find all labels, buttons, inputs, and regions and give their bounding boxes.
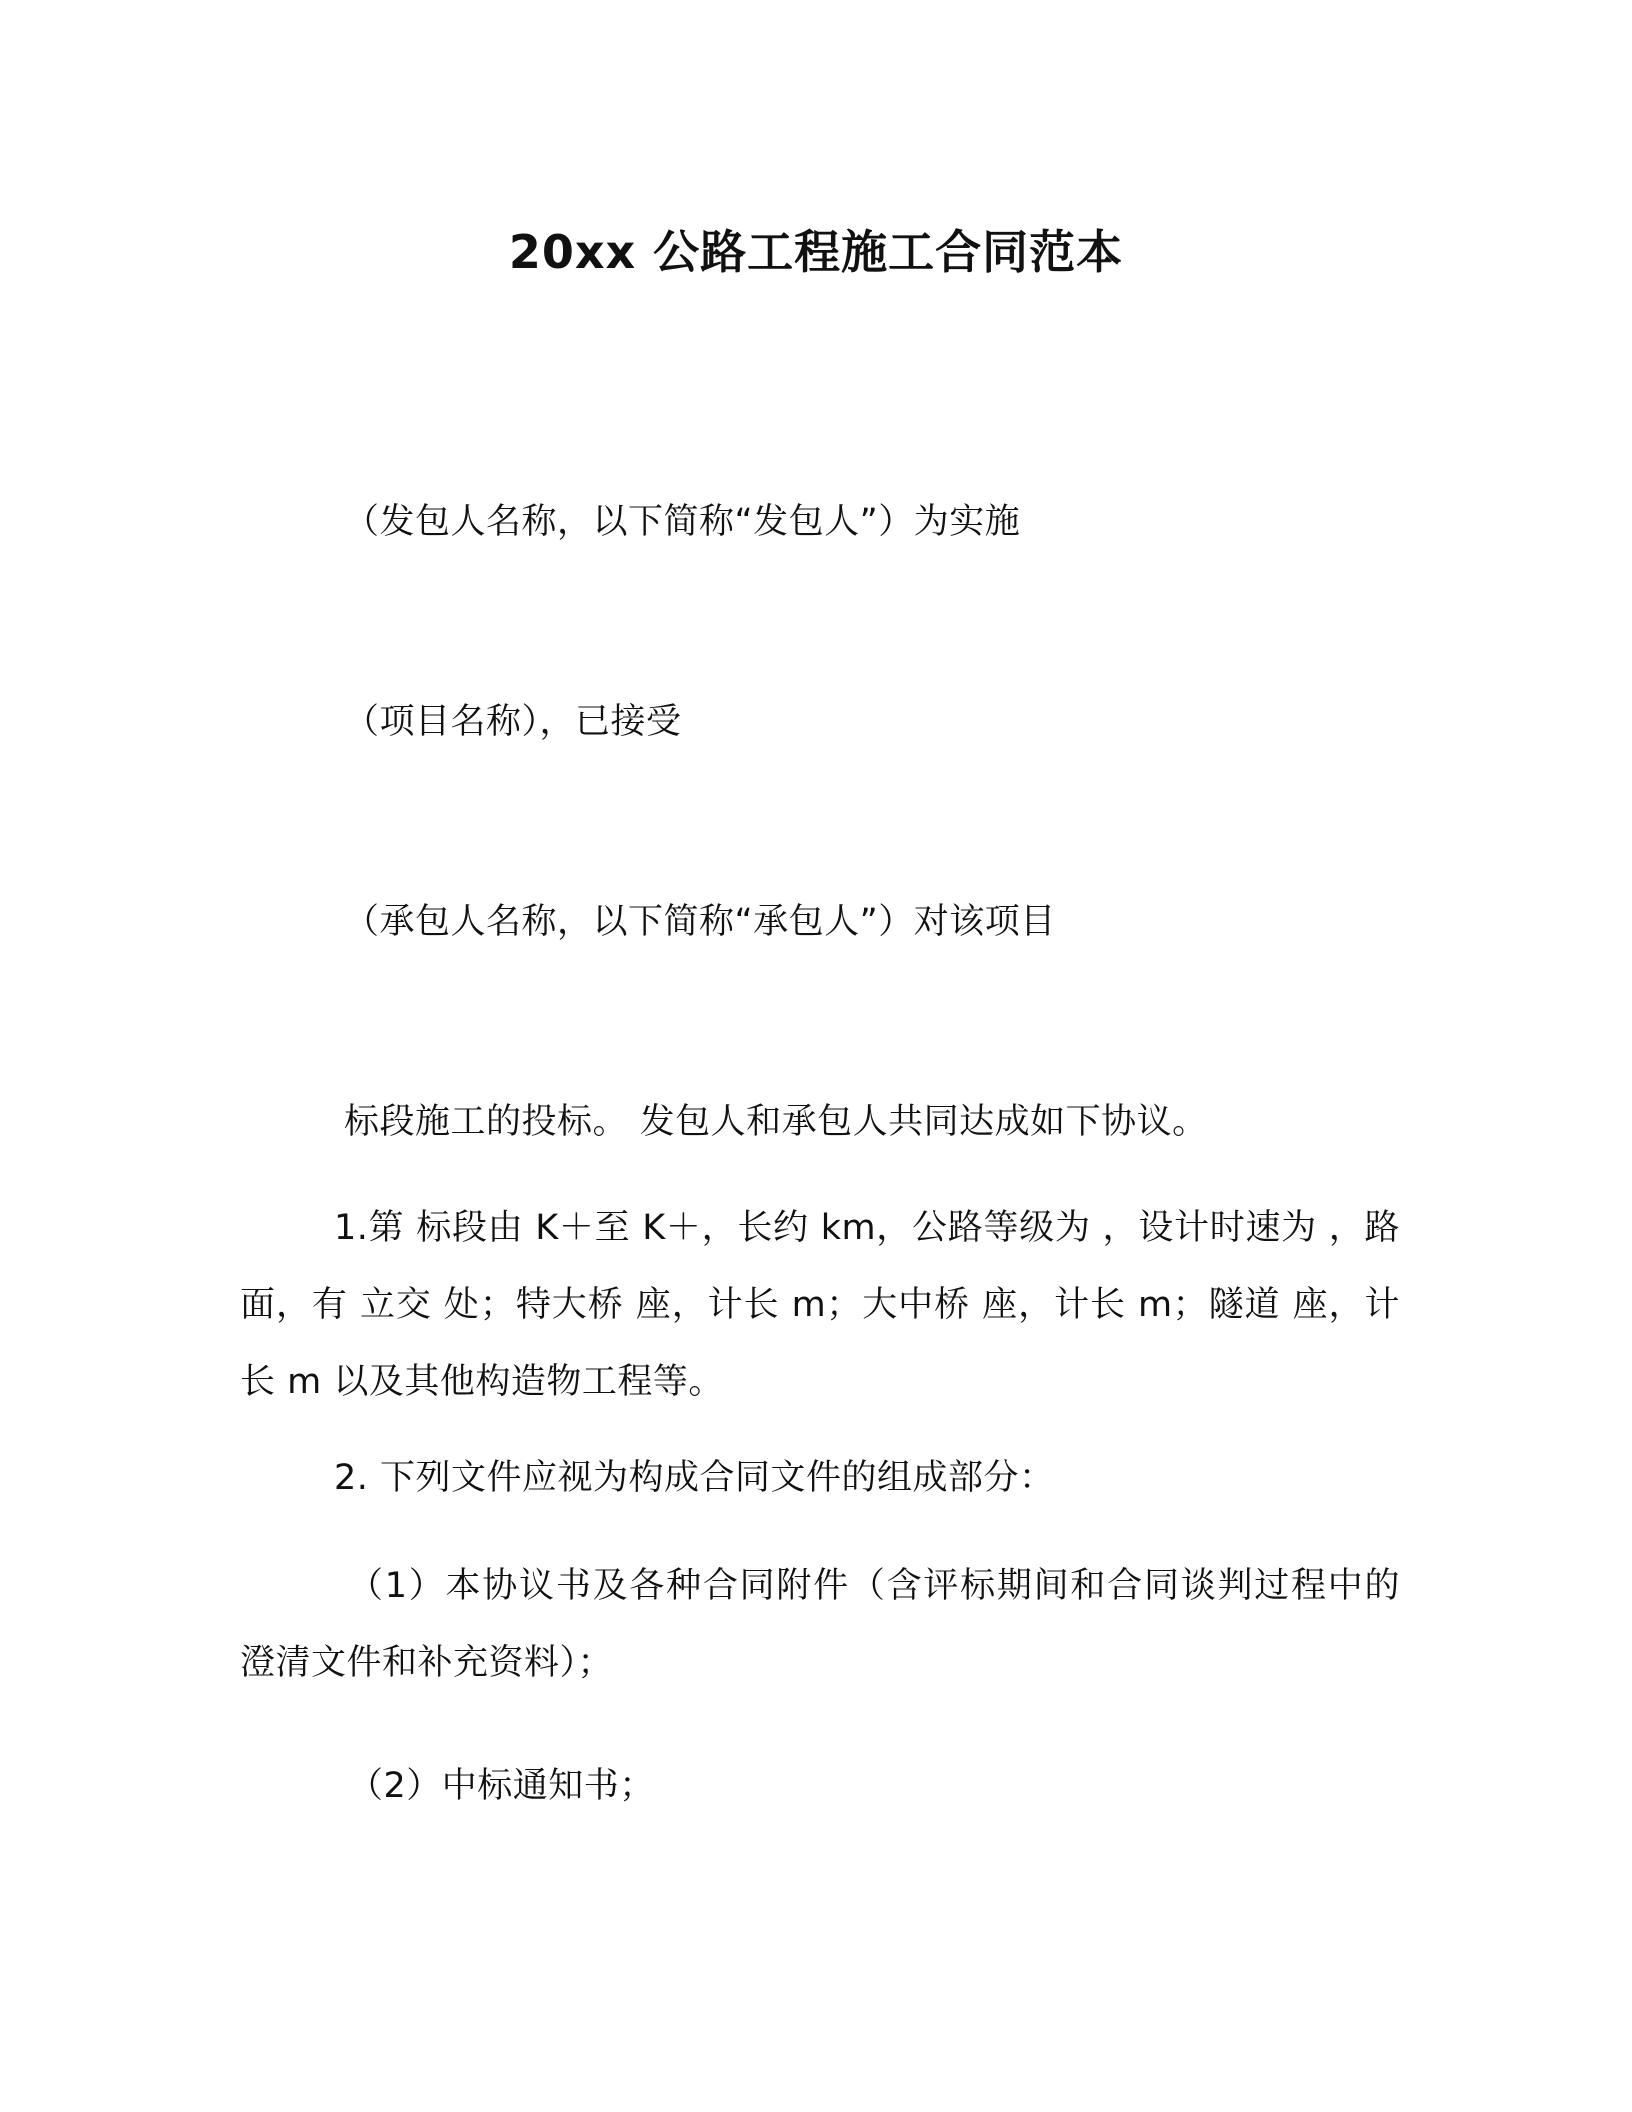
employer-line: （发包人名称，以下简称“发包人”）为实施	[344, 502, 1021, 542]
clause-2-item-1: （1）本协议书及各种合同附件（含评标期间和合同谈判过程中的澄清文件和补充资料）；	[240, 1566, 1400, 1683]
clause-1: 1.第 标段由 K＋至 K＋，长约 km，公路等级为 ，设计时速为 ，路面，有 立交 处；特大桥 座，计长 m；大中桥 座，计长 m；隧道 座，计长 m 以及其他构造物工程等。	[240, 1208, 1400, 1402]
agreement-line: 标段施工的投标。 发包人和承包人共同达成如下协议。	[344, 1102, 1208, 1142]
clause-2-item-2: （2）中标通知书；	[348, 1766, 655, 1806]
clause-2: 2. 下列文件应视为构成合同文件的组成部分：	[334, 1458, 1055, 1498]
document-title: 20xx 公路工程施工合同范本	[508, 225, 1124, 279]
contractor-line: （承包人名称，以下简称“承包人”）对该项目	[344, 902, 1056, 942]
project-line: （项目名称），已接受	[344, 702, 682, 742]
